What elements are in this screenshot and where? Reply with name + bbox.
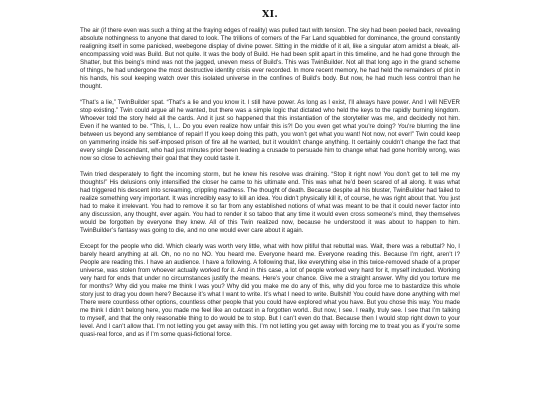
chapter-heading: XI. xyxy=(261,9,279,20)
chapter-body xyxy=(80,27,460,347)
paragraph: “That’s a lie,” TwinBuilder spat. “That’s a lie and you know it. I still have power. As long as I exist, I’ll always have power. And I will NEVER stop existing.” Twin could argue all he wanted, but there was a simple logic that dictated who held the keys to the rapidly burning kingdom. Whoever told the story held all the cards. And it just so happened that this instantiation of the storyteller was me, and decidedly not him. Even if he wanted to be. “This, I, I... Do you even realize how unfair this is?! Do you even get what you’re doing? You’re blurring the line between us beyond any semblance of repair! If you keep doing this path, you won’t get what you want! Not now, not ever!” Twin could keep on yammering inside his self-imposed prison of fire all he wanted, but it wouldn’t change anything. It certainly couldn’t change the fact that every single Descendant, who had just minutes prior been leading a crusade to persuade him to change what had gone horribly wrong, was now so close to achieving their goal that they could taste it. xyxy=(80,98,460,163)
paragraph: Except for the people who did. Which clearly was worth very little, what with how pitiful that rebuttal was. Wait, there was a rebuttal? No, I barely heard anything at all. Oh, no no no NO. You heard me. Everyone heard me. Everyone reading this. Because I’m right, aren’t I? People are reading this. I have an audience. I have a following. A following that, like everything else in this twice-removed shade of a proper universe, was stolen from whoever actually worked for it. And in this case, a lot of people worked very hard for it, myself included. Working very hard for ends that under no circumstances justify the means. Here’s your chance. Give me a straight answer. Why did you torture me for months? Why did you make me think I was you? Why did you make me do any of this, why did you force me to bastardize this whole story just to drag you down here? Because it’s what I want to write. It’s what I need to write. Bullshit! You could have done anything with me! There were countless other options, countless other people that you could have explored what you have. But you chose this way. You made me think I didn’t belong here, you made me feel like an outcast in a forgotten world.. But now, I see. I really, truly see. I see that I’m talking to myself, and that the only reasonable thing to do would be to stop. But I can’t even do that. Because then I would stop right down to your level. And I can’t allow that. I’m not letting you get away with this. I’m not letting you get away with forcing me to treat you as if you’re some quasi-real force, and as if I’m some quasi-fictional force. xyxy=(80,242,460,339)
paragraph: The air (if there even was such a thing at the fraying edges of reality) was pulled taut with tension. The sky had been peeled back, revealing absolute nothingness to anyone that dared to look. The trillions of corners of the Far Land squabbled for dominance, the ground constantly realigning itself in some panicked, weebegone display of divine power. Sitting in the middle of it all, like a singular atom amidst a bleak, all-encompassing void was Build. But not quite. It was the body of Build. He had been split apart in this timeline, and he had gone through the Shatter, but this being’s mind was not the jagged, uneven mess of Build’s. This was TwinBuilder. Not all that long ago in the grand scheme of things, he had undergone the most destructive identity crisis ever recorded. In more recent memory, he had held the remainders of plot in his hands, his soul keeping watch over this isolated universe in the confines of Build’s body. But now, he had much less control than he thought. xyxy=(80,27,460,91)
paragraph: Twin tried desperately to fight the incoming storm, but he knew his resolve was draining. “Stop it right now! You don’t get to tell me my thoughts!” His delusions only intensified the closer he came to his ultimate end. This was what he’d been scared of all along. It was what had triggered his descent into screaming, crippling madness. The thought of death. Because despite all his bluster, TwinBuilder had failed to realize something very important. It was incredibly easy to kill an idea. You didn’t physically kill it, of course, he was right about that. You just had to make it irrelevant. You had to remove it so far from any established notions of what was meant to be that it could never factor into any discussion, any thought, ever again. You had to render it so taboo that any time it would even cross someone’s mind, they themselves would be forgotten by everyone they knew. All of this Twin realized now, because he understood it was about to happen to him. TwinBuilder’s fantasy was going to die, and no one would ever care about it again. xyxy=(80,170,460,235)
